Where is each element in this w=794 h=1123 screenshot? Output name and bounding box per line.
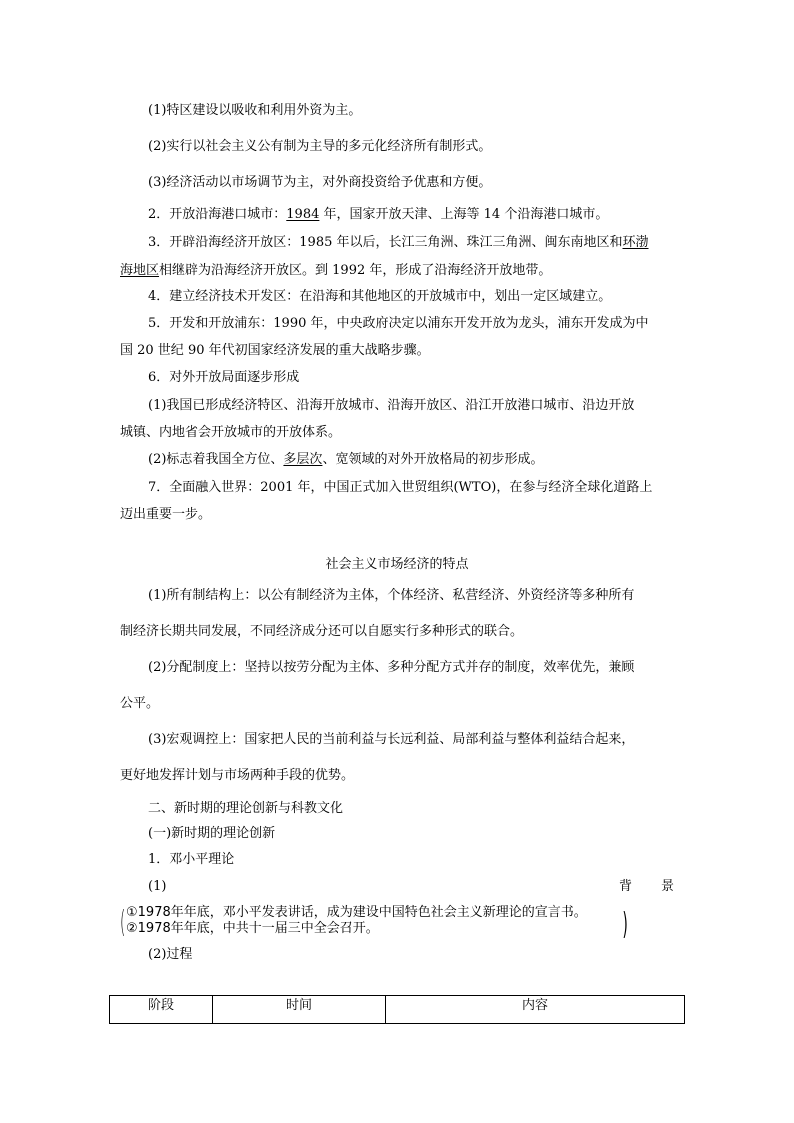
item-5-line-1: 5．开发和开放浦东：1990 年，中央政府决定以浦东开发开放为龙头，浦东开发成为中 [148,316,649,331]
feature-2-line-1: (2)分配制度上：坚持以按劳分配为主体、多种分配方式并存的制度，效率优先，兼顾 [148,660,635,675]
feature-3-line-2: 更好地发挥计划与市场两种手段的优势。 [120,768,355,783]
item-6-2-underlined: 多层次 [283,452,323,467]
item-3-underlined-b: 海地区 [120,263,160,278]
background-char-1: 背 [619,879,633,894]
paragraph-1: (1)特区建设以吸收和利用外资为主。 [148,103,362,118]
header-content: 内容 [386,996,685,1024]
table-header-row [110,996,685,1024]
feature-1-line-2: 制经济长期共同发展，不同经济成分还可以自愿实行多种形式的联合。 [120,624,524,639]
bracket-item-1: ①1978年年底，邓小平发表讲话，成为建设中国特色社会主义新理论的宣言书。 [126,905,587,920]
paragraph-3: (3)经济活动以市场调节为主，对外商投资给予优惠和方便。 [148,175,492,190]
item-6-1-line-1: (1)我国已形成经济特区、沿海开放城市、沿海开放区、沿江开放港口城市、沿边开放 [148,398,635,413]
header-time: 时间 [213,996,386,1024]
item-2-text: 2．开放沿海港口城市： [148,207,287,222]
bracket-item-2: ②1978年年底，中共十一届三中全会召开。 [126,921,379,936]
item-6-2 [148,451,543,469]
feature-1-line-1: (1)所有制结构上：以公有制经济为主体，个体经济、私营经济、外资经济等多种所有 [148,588,635,603]
item-3-text-end: 相继辟为沿海经济开放区。到 1992 年，形成了沿海经济开放地带。 [159,263,552,278]
item-3-underlined-a: 环渤 [622,235,649,250]
item-2 [148,206,608,224]
background-char-2: 景 [661,879,675,894]
item-3-line-1 [148,234,649,252]
item-6: 6．对外开放局面逐步形成 [148,370,300,385]
header-stage: 阶段 [110,996,213,1024]
item-6-1-line-2: 城镇、内地省会开放城市的开放体系。 [120,425,342,440]
right-brace: ) [622,907,628,942]
part-2-heading: 二、新时期的理论创新与科教文化 [148,801,344,816]
item-6-2-text: (2)标志着我国全方位、 [148,452,284,467]
process-heading: (2)过程 [148,947,193,962]
item-6-2-text-end: 、宽领域的对外开放格局的初步形成。 [322,452,544,467]
item-3-line-2 [120,262,551,280]
background-bracket [120,905,628,942]
deng-theory-heading: 1．邓小平理论 [148,852,235,867]
feature-3-line-1: (3)宏观调控上：国家把人民的当前利益与长远利益、局部利益与整体利益结合起来， [148,732,635,747]
process-table [109,995,685,1024]
item-7-line-1: 7．全面融入世界：2001 年，中国正式加入世贸组织(WTO)，在参与经济全球化道路上 [148,480,653,495]
feature-2-line-2: 公平。 [120,696,160,711]
background-number: (1) [148,879,167,894]
item-2-underlined-year: 1984 [286,207,320,222]
item-4: 4．建立经济技术开发区：在沿海和其他地区的开放城市中，划出一定区域建立。 [148,289,612,304]
part-2-subheading: (一)新时期的理论创新 [148,826,276,841]
item-2-text-end: 年，国家开放天津、上海等 14 个沿海港口城市。 [319,207,609,222]
item-7-line-2: 迈出重要一步。 [120,507,212,522]
item-3-text: 3．开辟沿海经济开放区：1985 年以后，长江三角洲、珠江三角洲、闽东南地区和 [148,235,623,250]
item-5-line-2: 国 20 世纪 90 年代初国家经济发展的重大战略步骤。 [120,343,430,358]
left-brace: ( [120,905,126,940]
section-title: 社会主义市场经济的特点 [325,557,469,572]
paragraph-2: (2)实行以社会主义公有制为主导的多元化经济所有制形式。 [148,139,492,154]
